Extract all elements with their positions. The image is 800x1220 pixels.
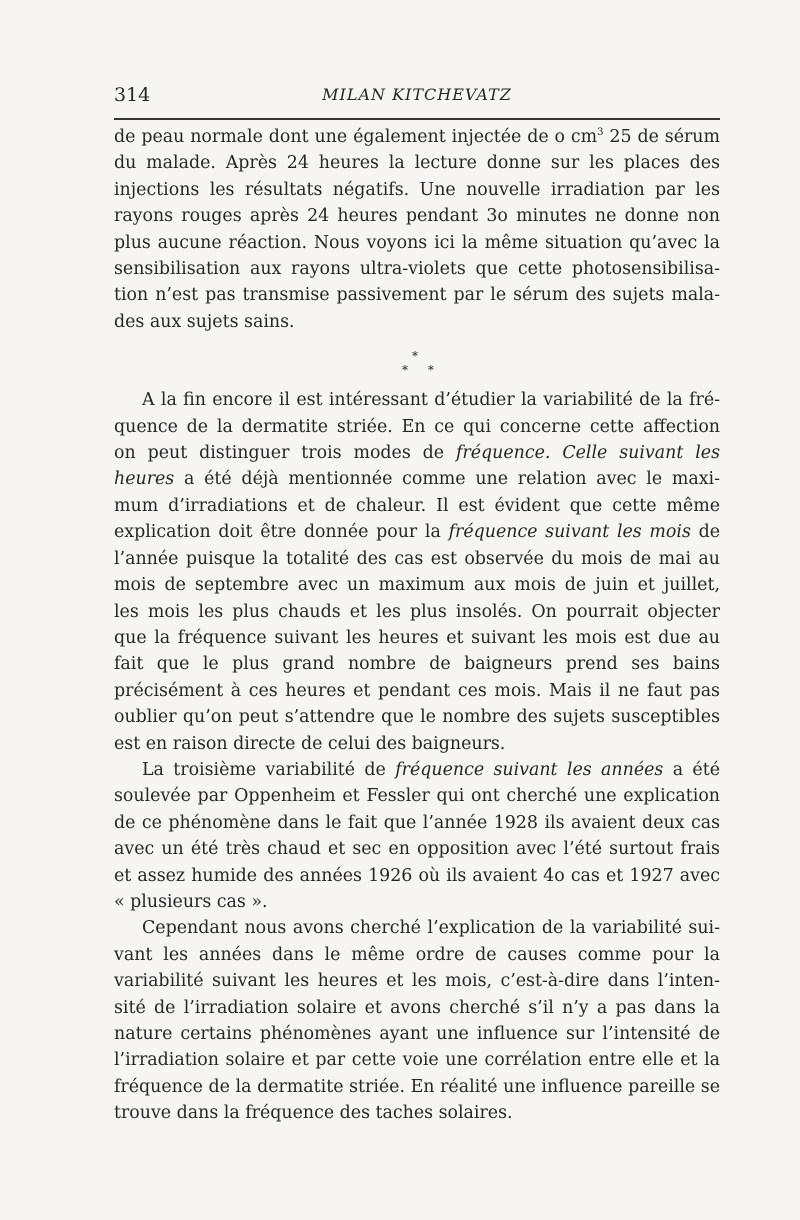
text-line: l’irradiation solaire et par cette voie une corrélation entre elle et la	[114, 1050, 720, 1071]
text-line: variabilité suivant les heures et les mois, c’est-à-dire dans l’inten-	[114, 971, 720, 992]
text-line: et assez humide des années 1926 où ils avaient 4o cas et 1927 avec	[114, 865, 720, 886]
text-line: sité de l’irradiation solaire et avons cherché s’il n’y a pas dans la	[114, 997, 720, 1018]
italic-phrase: heures	[114, 469, 175, 490]
text-line: on peut distinguer trois modes de fréquence. Celle suivant les	[114, 443, 720, 464]
text-line: fait que le plus grand nombre de baigneurs prend ses bains	[114, 654, 720, 675]
text-line: « plusieurs cas ».	[114, 891, 268, 912]
text-line: quence de la dermatite striée. En ce qui concerne cette affection	[114, 416, 720, 437]
text-line: rayons rouges après 24 heures pendant 3o minutes ne donne non	[114, 206, 720, 227]
text-line: vant les années dans le même ordre de causes comme pour la	[114, 944, 720, 965]
text-line: trouve dans la fréquence des taches solaires.	[114, 1103, 513, 1124]
text-line: l’année puisque la totalité des cas est observée du mois de mai au	[114, 548, 720, 569]
text-line: des aux sujets sains.	[114, 311, 295, 332]
italic-phrase: fréquence suivant les années	[395, 759, 664, 780]
text-line: mum d’irradiations et de chaleur. Il est évident que cette même	[114, 495, 720, 516]
running-title: MILAN KITCHEVATZ	[322, 85, 512, 104]
text-line: soulevée par Oppenheim et Fessler qui ont cherché une explication	[114, 786, 720, 807]
text-line: A la fin encore il est intéressant d’étudier la variabilité de la fré-	[142, 390, 720, 411]
text-line: injections les résultats négatifs. Une nouvelle irradiation par les	[114, 179, 720, 200]
text-line: plus aucune réaction. Nous voyons ici la même situation qu’avec la	[114, 232, 720, 253]
italic-phrase: fréquence. Celle suivant les	[456, 443, 720, 464]
text-line: nature certains phénomènes ayant une influence sur l’intensité de	[114, 1024, 720, 1044]
text-line: précisément à ces heures et pendant ces mois. Mais il ne faut pas	[114, 680, 720, 701]
asterism-top: *	[412, 349, 418, 364]
header-rule	[114, 118, 720, 120]
text-line: que la fréquence suivant les heures et suivant les mois est due au	[114, 627, 720, 648]
text-line: mois de septembre avec un maximum aux mois de juin et juillet,	[114, 575, 720, 596]
superscript: 3	[597, 127, 604, 139]
paragraph-1	[114, 124, 720, 335]
italic-phrase: fréquence suivant les mois	[448, 522, 691, 543]
asterism-bottom: * *	[402, 363, 442, 378]
body-text	[114, 124, 720, 1127]
page-number: 314	[114, 84, 151, 106]
paragraph-4	[114, 915, 720, 1126]
text-line: explication doit être donnée pour la fréquence suivant les mois de	[114, 522, 721, 543]
text-line: La troisième variabilité de fréquence suivant les années a été	[142, 759, 720, 780]
text-line: avec un été très chaud et sec en opposition avec l’été surtout frais	[114, 839, 720, 860]
text-line: de ce phénomène dans le fait que l’année 1928 ils avaient deux cas	[114, 812, 720, 833]
text-line: de peau normale dont une également injectée de o $cm^3$ 25 de sérum	[114, 127, 720, 147]
text-line: oublier qu’on peut s’attendre que le nombre des sujets susceptibles	[114, 707, 720, 728]
text-line: du malade. Après 24 heures la lecture donne sur les places des	[114, 153, 720, 174]
text-line: Cependant nous avons cherché l’explication de la variabilité sui-	[142, 918, 720, 939]
text-line: est en raison directe de celui des baigneurs.	[114, 733, 506, 754]
page-header	[114, 84, 720, 114]
section-asterism	[114, 335, 720, 387]
text-line: heures a été déjà mentionnée comme une relation avec le maxi-	[114, 469, 720, 490]
text-line: tion n’est pas transmise passivement par le sérum des sujets mala-	[114, 285, 720, 306]
text-line: les mois les plus chauds et les plus insolés. On pourrait objecter	[114, 601, 720, 622]
paragraph-2	[114, 387, 720, 757]
text-line: fréquence de la dermatite striée. En réalité une influence pareille se	[114, 1076, 720, 1097]
text-line: sensibilisation aux rayons ultra-violets que cette photosensibilisa-	[114, 259, 720, 280]
paragraph-3	[114, 757, 720, 915]
